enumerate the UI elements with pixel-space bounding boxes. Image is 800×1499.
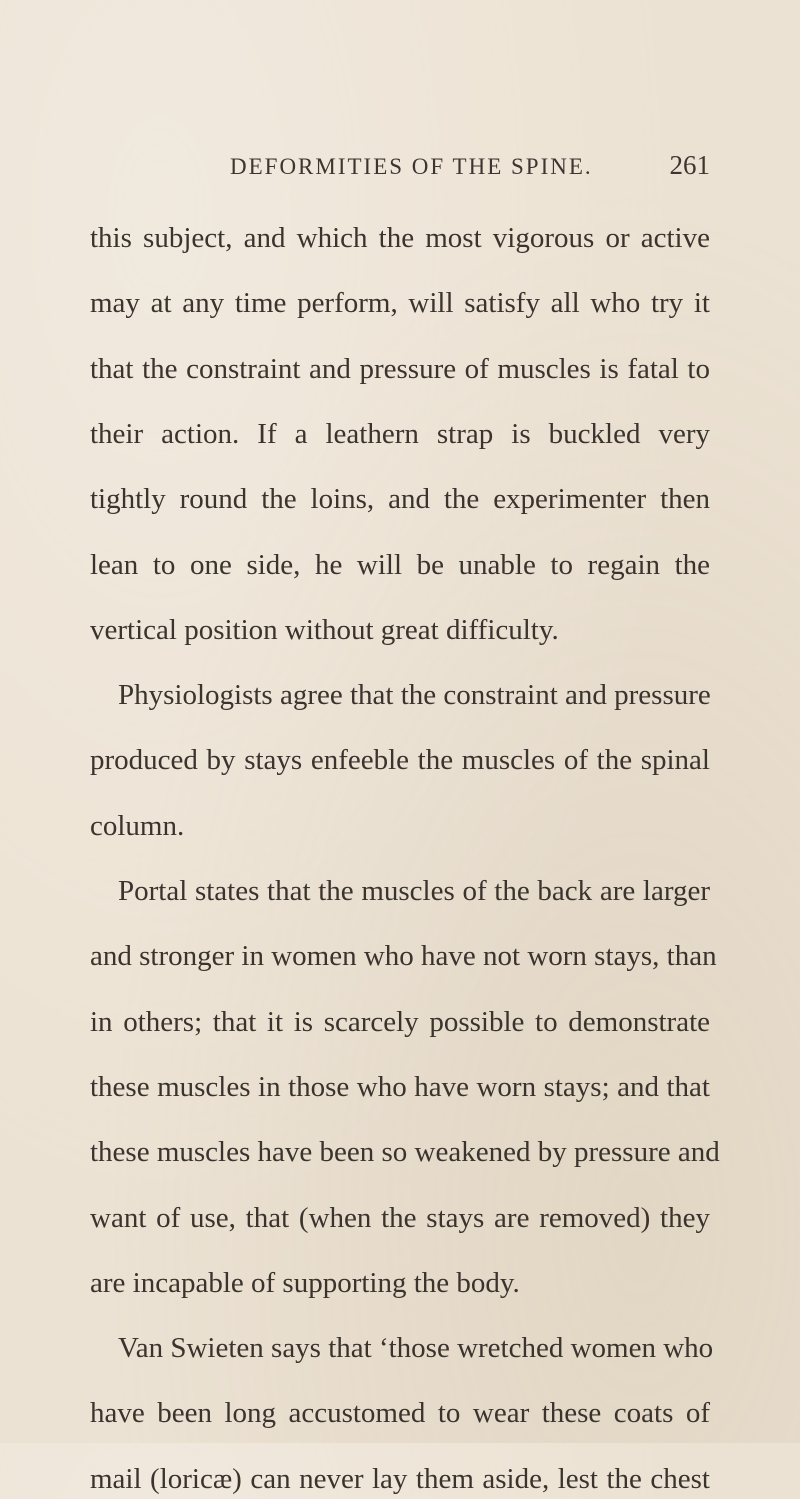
text-line: lean to one side, he will be unable to regain the [90, 549, 710, 581]
text-line: column. [90, 810, 185, 842]
text-line: tightly round the loins, and the experimenter then [90, 483, 710, 515]
text-line: this subject, and which the most vigorous or active [90, 222, 710, 254]
page-number: 261 [669, 150, 710, 180]
text-line: want of use, that (when the stays are removed) they [90, 1202, 710, 1234]
text-line: have been long accustomed to wear these coats of [90, 1397, 710, 1429]
text-line: these muscles have been so weakened by pressure and [90, 1136, 720, 1168]
text-line: their action. If a leathern strap is buckled very [90, 418, 710, 450]
paragraph-start-line: Van Swieten says that ‘those wretched women who [118, 1332, 714, 1364]
paragraph-start-line: Portal states that the muscles of the back are larger [118, 875, 710, 907]
text-line: may at any time perform, will satisfy all who try it [90, 287, 710, 319]
text-line: vertical position without great difficulty. [90, 614, 559, 646]
text-line: in others; that it is scarcely possible to demonstrate [90, 1006, 710, 1038]
running-head [230, 150, 710, 190]
text-line: produced by stays enfeeble the muscles of the spinal [90, 744, 710, 776]
text-line: that the constraint and pressure of muscles is fatal to [90, 353, 710, 385]
text-line: mail (loricæ) can never lay them aside, lest the chest [90, 1463, 710, 1495]
text-line: and stronger in women who have not worn stays, than [90, 940, 717, 972]
paragraph-start-line: Physiologists agree that the constraint and pressure [118, 679, 711, 711]
text-line: these muscles in those who have worn stays; and that [90, 1071, 710, 1103]
running-title: DEFORMITIES OF THE SPINE. [230, 154, 593, 179]
text-line: are incapable of supporting the body. [90, 1267, 520, 1299]
